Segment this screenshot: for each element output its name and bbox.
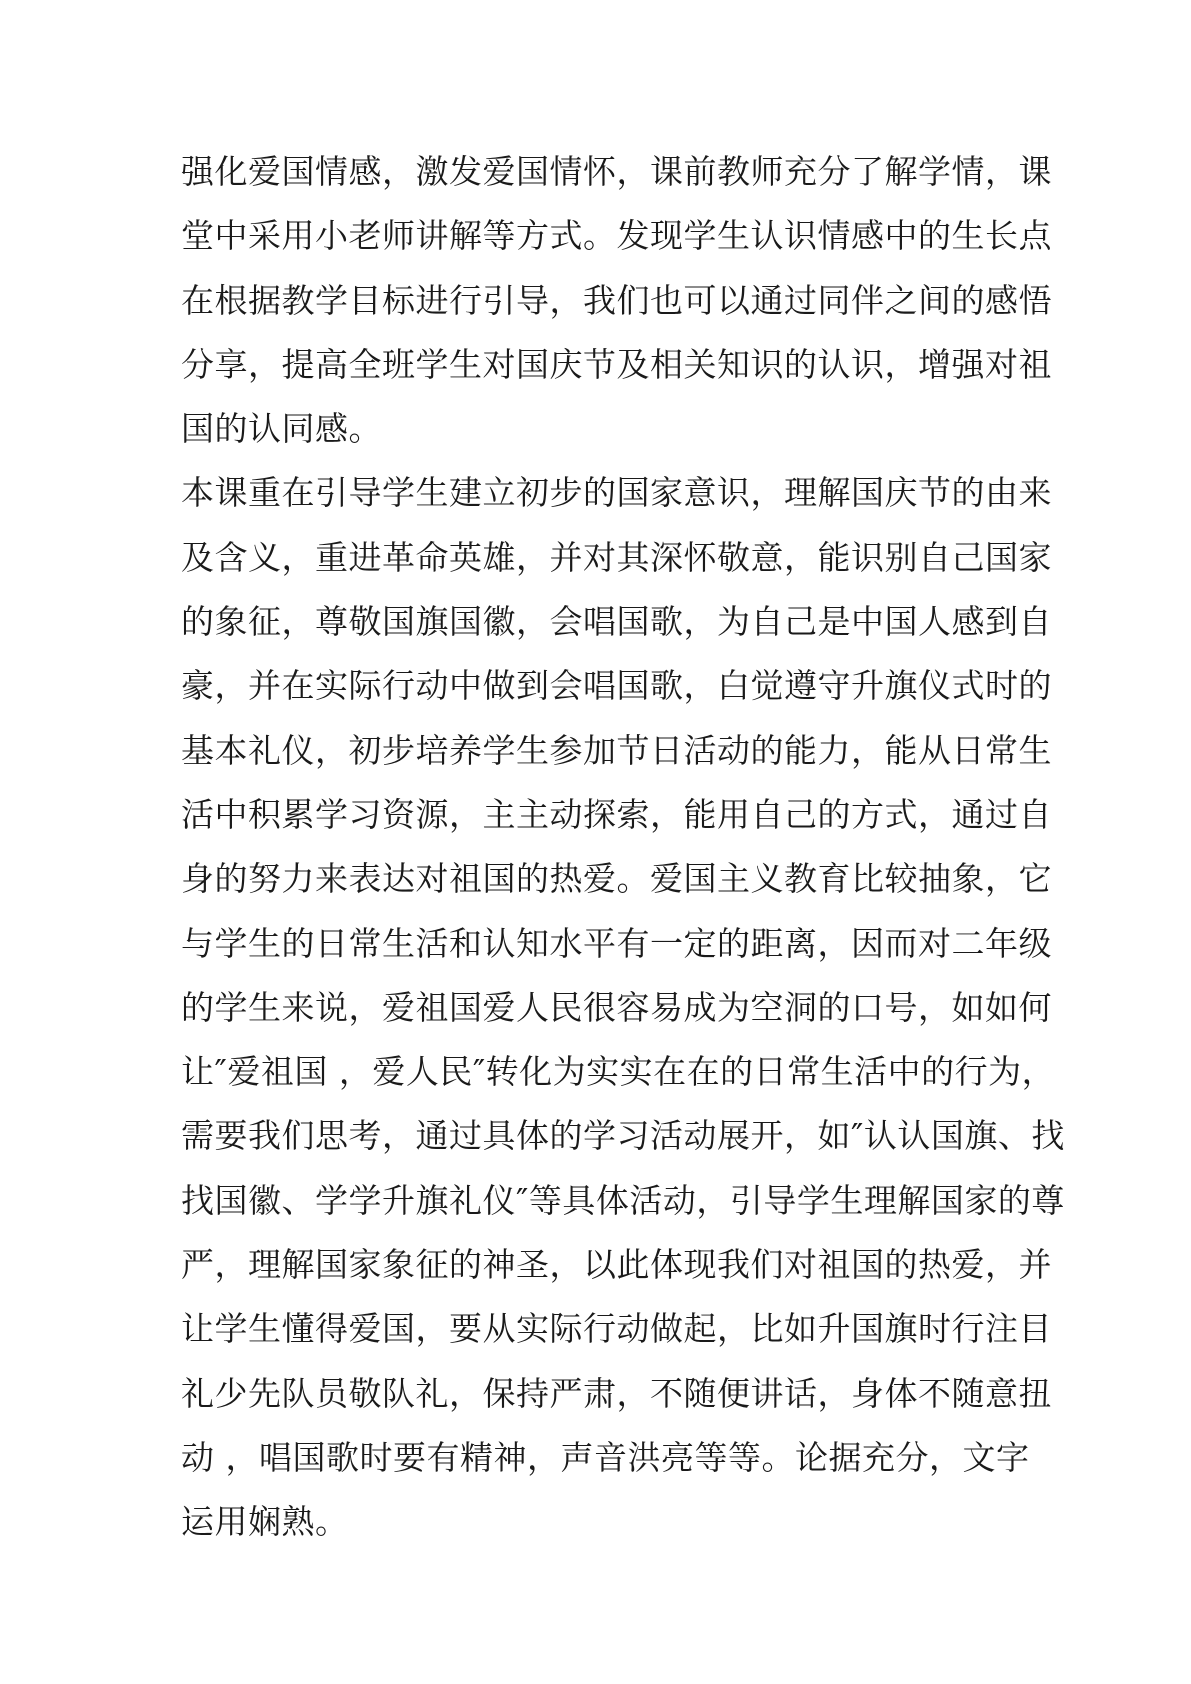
text-line: 动 ，唱国歌时要有精神，声音洪亮等等。论据充分，文字 bbox=[181, 1437, 1030, 1477]
text-line: 分享，提高全班学生对国庆节及相关知识的认识，增强对祖 bbox=[181, 344, 1052, 384]
text-line: 及含义，重进革命英雄，并对其深怀敬意，能识别自己国家 bbox=[181, 537, 1052, 577]
text-line: 严，理解国家象征的神圣，以此体现我们对祖国的热爱，并 bbox=[181, 1245, 1052, 1285]
text-line: 基本礼仪，初步培养学生参加节日活动的能力，能从日常生 bbox=[181, 730, 1052, 770]
text-line: 强化爱国情感，激发爱国情怀，课前教师充分了解学情，课 bbox=[181, 152, 1052, 191]
text-line: 国的认同感。 bbox=[181, 409, 382, 449]
paragraph-2 bbox=[181, 461, 1065, 1554]
text-line: 运用娴熟。 bbox=[181, 1502, 349, 1542]
text-line: 需要我们思考，通过具体的学习活动展开，如″认认国旗、找 bbox=[181, 1116, 1065, 1156]
text-line: 堂中采用小老师讲解等方式。发现学生认识情感中的生长点 bbox=[181, 216, 1052, 256]
text-line: 找国徽、学学升旗礼仪″等具体活动，引导学生理解国家的尊 bbox=[181, 1180, 1065, 1220]
text-line: 让学生懂得爱国，要从实际行动做起，比如升国旗时行注目 bbox=[181, 1309, 1052, 1349]
text-line: 活中积累学习资源，主主动探索，能用自己的方式，通过自 bbox=[181, 794, 1052, 834]
text-line: 本课重在引导学生建立初步的国家意识，理解国庆节的由来 bbox=[181, 473, 1052, 513]
text-line: 的象征，尊敬国旗国徽，会唱国歌，为自己是中国人感到自 bbox=[181, 602, 1052, 642]
document-body bbox=[181, 140, 1065, 1555]
text-line: 与学生的日常生活和认知水平有一定的距离，因而对二年级 bbox=[181, 923, 1052, 963]
paragraph-1 bbox=[181, 140, 1052, 461]
text-line: 的学生来说，爱祖国爱人民很容易成为空洞的口号，如如何 bbox=[181, 987, 1052, 1027]
text-line: 身的努力来表达对祖国的热爱。爱国主义教育比较抽象，它 bbox=[181, 859, 1052, 899]
text-line: 在根据教学目标进行引导，我们也可以通过同伴之间的感悟 bbox=[181, 280, 1052, 320]
text-line: 礼少先队员敬队礼，保持严肃，不随便讲话，身体不随意扭 bbox=[181, 1373, 1052, 1413]
text-line: 让″爱祖国 ，爱人民″转化为实实在在的日常生活中的行为， bbox=[181, 1052, 1056, 1092]
text-line: 豪，并在实际行动中做到会唱国歌，白觉遵守升旗仪式时的 bbox=[181, 666, 1052, 706]
